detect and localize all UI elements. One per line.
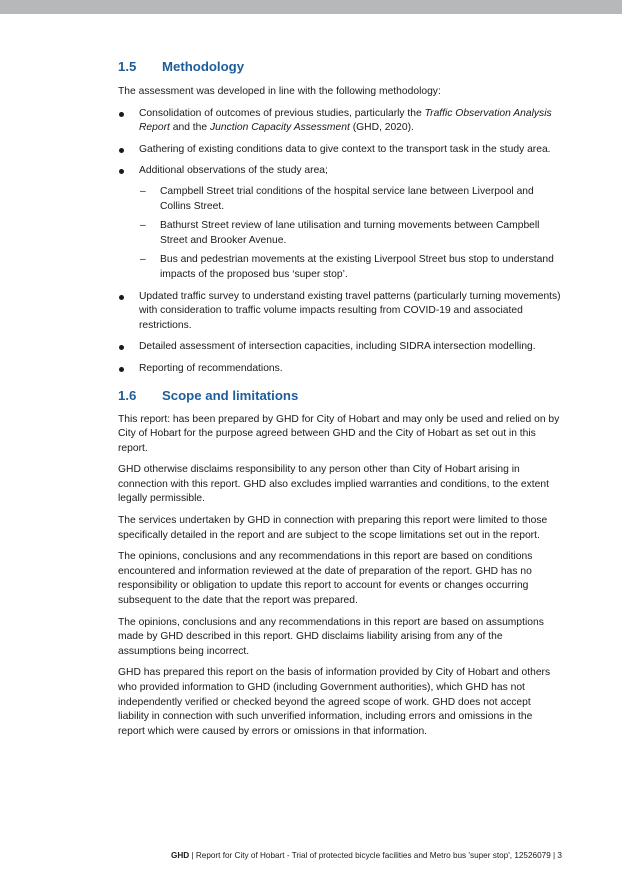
dash-icon: – — [140, 254, 146, 266]
section-number: 1.6 — [118, 387, 137, 403]
sub-list-item — [139, 253, 562, 282]
scope-paragraph: GHD has prepared this report on the basis of information provided by City of Hobart and others who provided information to GHD (including Government authorities), which GHD has not independently verified or checked beyond the agreed scope of work. GHD does not accept liability in connection with such unverified information, including errors and omissions in the report which were caused by errors or omissions in that information. — [118, 667, 551, 737]
bullet-icon — [119, 295, 124, 300]
sub-list — [139, 185, 562, 283]
dash-icon: – — [140, 220, 146, 232]
list-item-text: Updated traffic survey to understand existing travel patterns (particularly turning movements) with consideration to traffic volume impacts resulting from COVID-19 and associated restrictions. — [139, 290, 561, 331]
sub-list-item-text: Bus and pedestrian movements at the existing Liverpool Street bus stop to understand impacts of the proposed bus ‘super stop’. — [160, 254, 554, 280]
scope-paragraph: The opinions, conclusions and any recommendations in this report are based on assumptions made by GHD described in this report. GHD disclaims liability arising from any of the assumptions being incorrect. — [118, 616, 544, 657]
section-title: Scope and limitations — [162, 387, 299, 403]
section-heading-scope — [118, 387, 562, 405]
list-item — [118, 290, 562, 334]
list-item-text: and the — [169, 122, 210, 134]
scope-paragraph: The services undertaken by GHD in connection with preparing this report were limited to those specifically detailed in the report and are subject to the scope limitations set out in the report. — [118, 515, 548, 541]
scope-paragraph: GHD otherwise disclaims responsibility to any person other than City of Hobart arising in connection with this report. GHD also excludes implied warranties and conditions, to the extent legally permissible. — [118, 464, 549, 505]
section-title: Methodology — [162, 59, 245, 74]
list-item — [118, 107, 562, 136]
report-title-italic: Junction Capacity Assessment — [209, 122, 350, 134]
bullet-icon — [119, 112, 124, 117]
bullet-icon — [119, 148, 124, 153]
section-number: 1.5 — [118, 59, 137, 74]
report-title-italic: Traffic Observation Analysis Report — [139, 107, 552, 134]
list-item-text: Consolidation of outcomes of previous studies, particularly the — [139, 107, 425, 119]
list-item — [118, 164, 562, 282]
methodology-list — [118, 107, 562, 377]
list-item — [118, 143, 562, 158]
dash-icon: – — [140, 185, 146, 197]
page-top-bar — [0, 0, 622, 14]
list-item-text: Detailed assessment of intersection capacities, including SIDRA intersection modelling. — [139, 341, 536, 353]
scope-paragraph: The opinions, conclusions and any recommendations in this report are based on conditions encountered and information reviewed at the date of preparation of the report. GHD has no responsibility or obligation to update this report to account for events or changes occurring subsequent to the date that the report was prepared. — [118, 551, 533, 607]
section-heading-methodology — [118, 58, 562, 76]
bullet-icon — [119, 169, 124, 174]
list-item-text: Reporting of recommendations. — [139, 362, 283, 374]
footer-text: | Report for City of Hobart - Trial of protected bicycle facilities and Metro bus 'super stop', 12526079 | 3 — [189, 851, 562, 860]
footer-brand: GHD — [170, 851, 190, 860]
scope-paragraph: This report: has been prepared by GHD for City of Hobart and may only be used and relied on by City of Hobart for the purpose agreed between GHD and the City of Hobart as set out in this report. — [118, 413, 560, 454]
methodology-intro: The assessment was developed in line with the following methodology: — [118, 86, 441, 97]
list-item-text: Gathering of existing conditions data to give context to the transport task in the study area. — [139, 143, 551, 155]
list-item — [118, 362, 562, 377]
sub-list-item — [139, 219, 562, 248]
sub-list-item-text: Bathurst Street review of lane utilisation and turning movements between Campbell Street and Brooker Avenue. — [160, 220, 540, 246]
bullet-icon — [119, 345, 124, 350]
sub-list-item-text: Campbell Street trial conditions of the hospital service lane between Liverpool and Collins Street. — [160, 185, 534, 212]
list-item-text: Additional observations of the study area; — [139, 165, 328, 177]
list-item-text: (GHD, 2020). — [349, 122, 414, 134]
list-item — [118, 340, 562, 355]
bullet-icon — [119, 367, 124, 372]
sub-list-item — [139, 185, 562, 214]
page-content — [118, 58, 562, 746]
page-footer — [0, 851, 562, 860]
